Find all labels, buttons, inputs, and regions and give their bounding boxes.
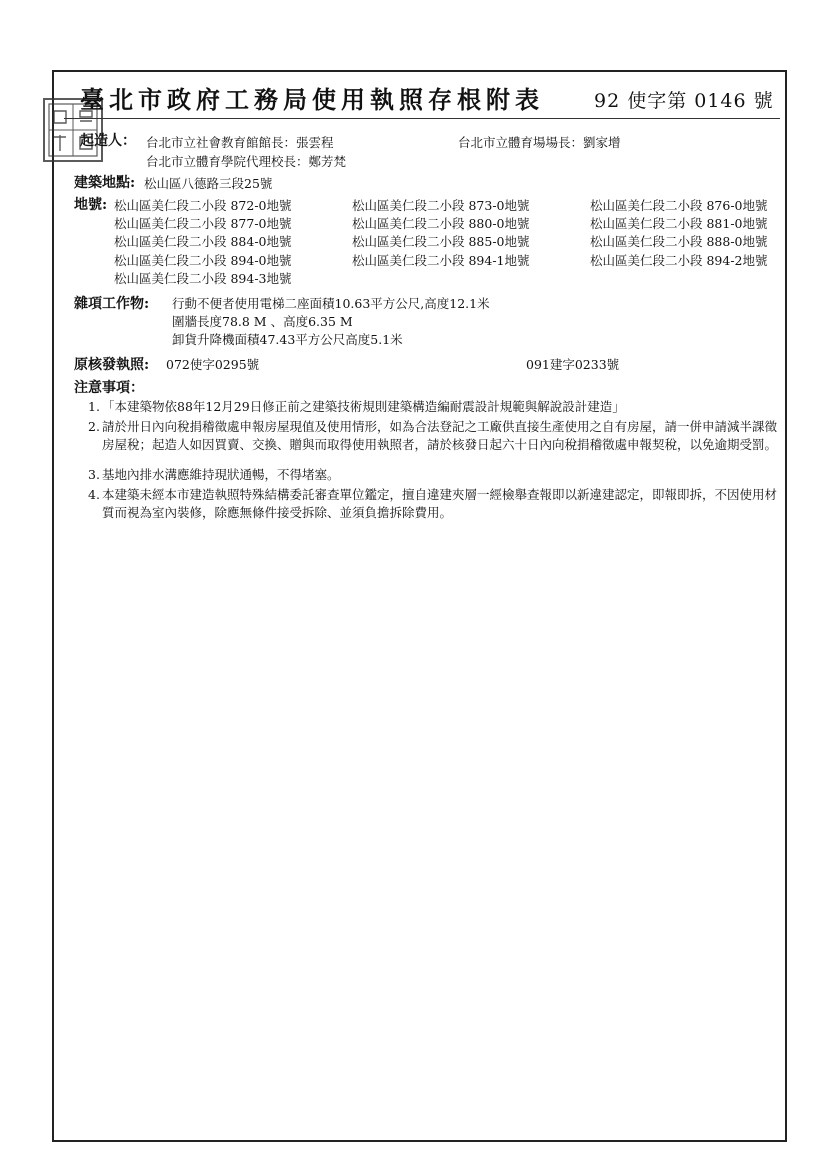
lot-item: 松山區美仁段二小段 877-0地號 [114,216,292,231]
address-value: 松山區八德路三段25號 [144,176,273,191]
lot-item: 松山區美仁段二小段 880-0地號 [352,216,530,231]
note-item [88,398,788,416]
original-permits-label: 原核發執照: [74,357,150,373]
note-number: 1. [88,399,100,414]
applicant-label: 起造人： [80,133,136,149]
note-item [88,486,788,522]
original-permit-1: 072使字0295號 [166,357,260,372]
misc-work-item: 卸貨升降機面積47.43平方公尺高度5.1米 [172,332,403,347]
lot-item: 松山區美仁段二小段 884-0地號 [114,234,292,249]
misc-work-item: 行動不便者使用電梯二座面積10.63平方公尺,高度12.1米 [172,296,490,311]
applicant-3: 台北市立體育學院代理校長：鄭芳梵 [146,154,347,169]
note-item [88,418,788,454]
original-permit-2: 091建字0233號 [526,357,620,372]
lots-label: 地號: [74,197,108,213]
lot-item: 松山區美仁段二小段 894-2地號 [590,253,768,268]
note-text: 本建築未經本市建造執照特殊結構委託審查單位鑑定，擅自違建夾層一經檢舉查報即以新違建認定，即報即拆，不因使用材質而視為室內裝修，除應無條件接受拆除、並須負擔拆除費用。 [102,487,778,520]
note-text: 「本建築物依88年12月29日修正前之建築技術規則建築構造編耐震設計規範與解說設計建造」 [102,399,625,414]
lot-item: 松山區美仁段二小段 894-3地號 [114,271,292,286]
title-divider [64,118,780,119]
note-item [88,466,788,484]
document-title: 臺北市政府工務局使用執照存根附表 [80,85,544,114]
lot-item: 松山區美仁段二小段 872-0地號 [114,198,292,213]
applicant-2: 台北市立體育場場長：劉家增 [458,135,621,150]
lot-item: 松山區美仁段二小段 873-0地號 [352,198,530,213]
lot-item: 松山區美仁段二小段 888-0地號 [590,234,768,249]
lot-item: 松山區美仁段二小段 894-0地號 [114,253,292,268]
permit-number: 92 使字第 0146 號 [594,90,774,112]
lot-item: 松山區美仁段二小段 894-1地號 [352,253,530,268]
lot-item: 松山區美仁段二小段 881-0地號 [590,216,768,231]
lot-item: 松山區美仁段二小段 876-0地號 [590,198,768,213]
address-label: 建築地點: [74,175,136,191]
note-number: 3. [88,467,100,482]
note-number: 2. [88,419,100,434]
lot-item: 松山區美仁段二小段 885-0地號 [352,234,530,249]
misc-work-item: 圍牆長度78.8 M 、高度6.35 M [172,314,353,329]
note-number: 4. [88,487,100,502]
applicant-1: 台北市立社會教育館館長：張雲程 [146,135,334,150]
note-text: 請於卅日內向稅捐稽徵處申報房屋現值及使用情形，如為合法登記之工廠供直接生產使用之自有房屋，請一併申請減半課徵房屋稅；起造人如因買賣、交換、贈與而取得使用執照者，請於核發日起六十日內向稅捐稽徵處申報契稅，以免逾期受罰。 [102,419,778,452]
note-text: 基地內排水溝應維持現狀通暢，不得堵塞。 [102,467,340,482]
notes-label: 注意事項： [74,380,144,396]
misc-works-label: 雜項工作物: [74,296,150,312]
